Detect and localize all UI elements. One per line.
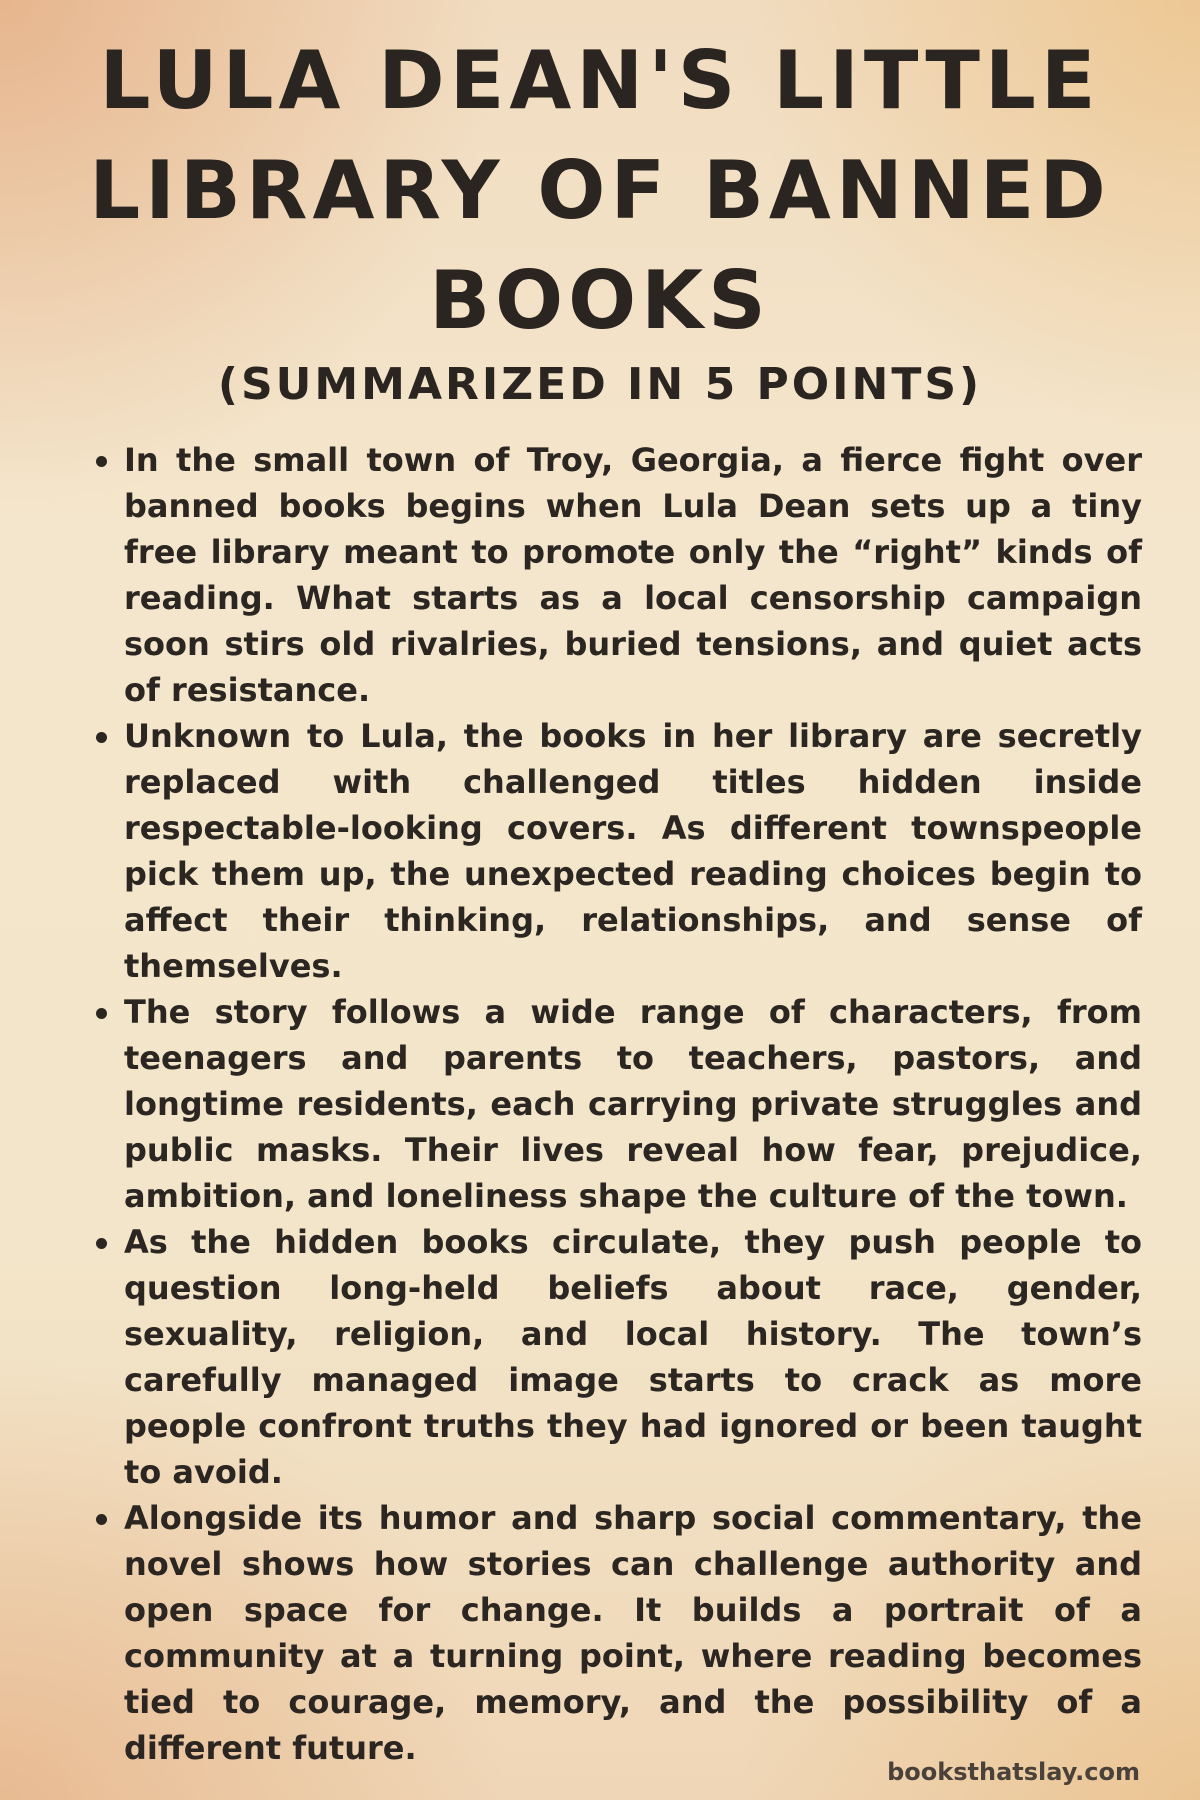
summary-point [92, 989, 1142, 1219]
summary-point [92, 1219, 1142, 1495]
summary-points-list [92, 437, 1142, 1771]
bullet-dot-icon [96, 1238, 107, 1249]
page-subtitle: (SUMMARIZED IN 5 POINTS) [217, 359, 983, 410]
bullet-dot-icon [96, 1514, 107, 1525]
bullet-dot-icon [96, 456, 107, 467]
summary-point-text: In the small town of Troy, Georgia, a fierce fight over banned books begins when Lula Dean sets up a tiny free library meant to promote only the “right” kinds of reading. What starts as a local censorship campaign soon stirs old rivalries, buried tensions, and quiet acts of resistance. [124, 441, 1142, 709]
summary-point-text: Alongside its humor and sharp social commentary, the novel shows how stories can challenge authority and open space for change. It builds a portrait of a community at a turning point, where reading becomes tied to courage, memory, and the possibility of a different future. [124, 1499, 1142, 1767]
source-website-link[interactable]: booksthatslay.com [887, 1758, 1140, 1786]
page-title: LULA DEAN'S LITTLE LIBRARY OF BANNED BOOKS [89, 34, 1111, 347]
summary-point [92, 1495, 1142, 1771]
summary-point-text: The story follows a wide range of characters, from teenagers and parents to teachers, pastors, and longtime residents, each carrying private struggles and public masks. Their lives reveal how fear, prejudice, ambition, and loneliness shape the culture of the town. [124, 993, 1142, 1215]
bullet-dot-icon [96, 1008, 107, 1019]
summary-point-text: As the hidden books circulate, they push people to question long-held beliefs about race, gender, sexuality, religion, and local history. The town’s carefully managed image starts to crack as more people confront truths they had ignored or been taught to avoid. [124, 1223, 1142, 1491]
bullet-dot-icon [96, 732, 107, 743]
summary-point [92, 713, 1142, 989]
summary-point-text: Unknown to Lula, the books in her library are secretly replaced with challenged titles hidden inside respectable-looking covers. As different townspeople pick them up, the unexpected reading choices begin to affect their thinking, relationships, and sense of themselves. [124, 717, 1142, 985]
summary-point [92, 437, 1142, 713]
